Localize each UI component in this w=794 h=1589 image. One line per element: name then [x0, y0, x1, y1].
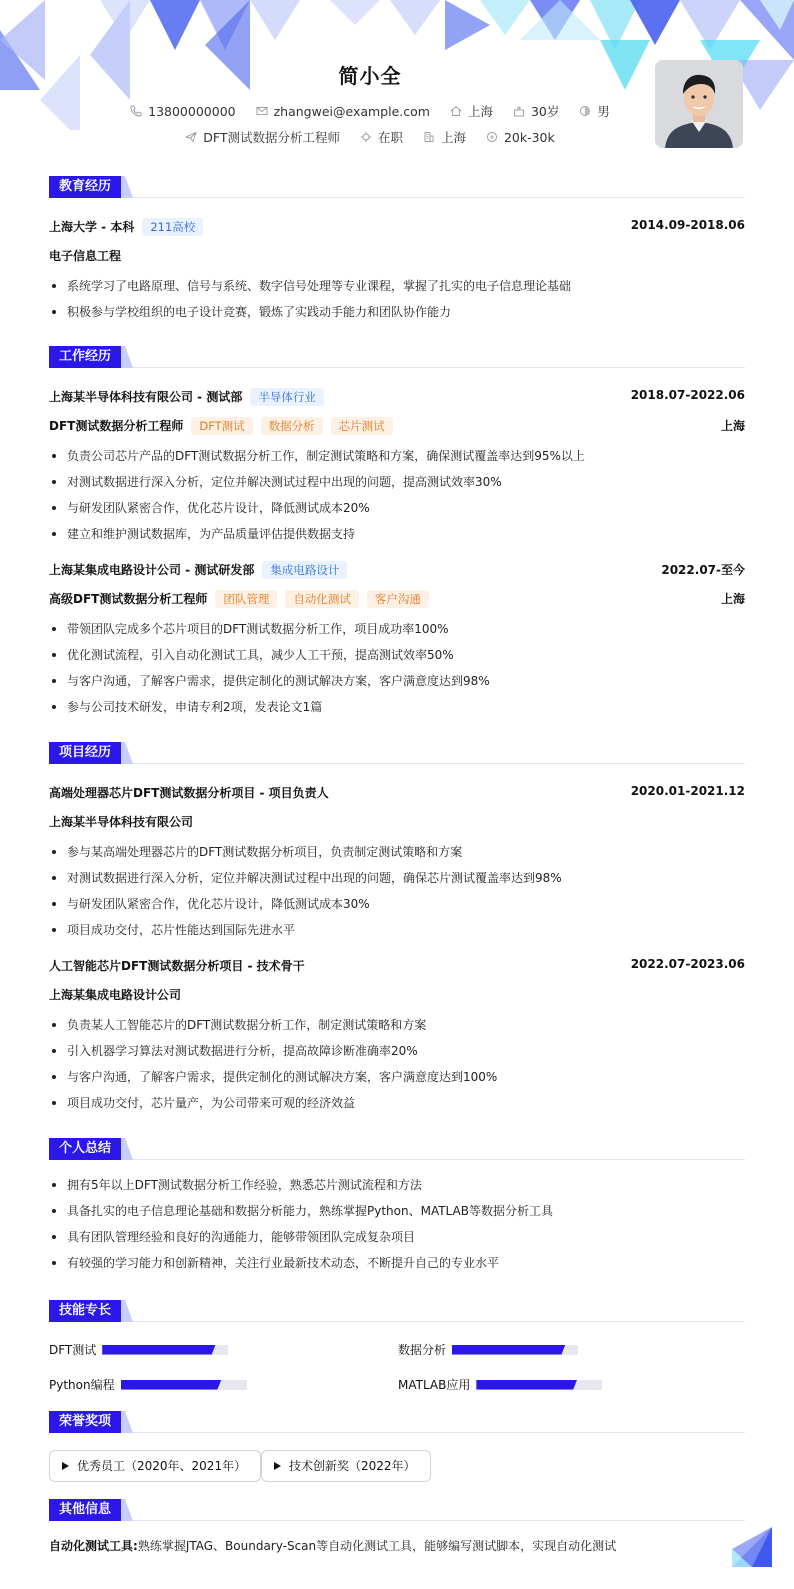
list-item: 带领团队完成多个芯片项目的DFT测试数据分析工作，项目成功率100%	[49, 620, 745, 646]
section-header	[49, 1499, 745, 1521]
job-row	[49, 388, 745, 406]
list-item: 有较强的学习能力和创新精神，关注行业最新技术动态，不断提升自己的专业水平	[49, 1254, 745, 1280]
education-period: 2014.09-2018.06	[630, 218, 745, 232]
contact-row	[0, 102, 740, 120]
list-item: 负责某人工智能芯片的DFT测试数据分析工作，制定测试策略和方案	[49, 1016, 745, 1042]
other-info-label: 自动化测试工具:	[49, 1539, 138, 1553]
work-section	[49, 346, 745, 724]
skill-bar-fill	[452, 1345, 565, 1355]
list-item: 优化测试流程，引入自动化测试工具，减少人工干预，提高测试效率50%	[49, 646, 745, 672]
skill-name: 数据分析	[398, 1343, 447, 1357]
section-header	[49, 1411, 745, 1433]
skill-name: MATLAB应用	[398, 1378, 471, 1392]
skill-name: Python编程	[49, 1378, 115, 1392]
major: 电子信息工程	[49, 249, 122, 263]
project-name: 高端处理器芯片DFT测试数据分析项目 - 项目负责人	[49, 786, 329, 800]
list-item: 积极参与学校组织的电子设计竞赛，锻炼了实践动手能力和团队协作能力	[49, 303, 745, 329]
list-item: 建立和维护测试数据库，为产品质量评估提供数据支持	[49, 525, 745, 551]
school-name: 上海大学 - 本科	[49, 220, 135, 234]
section-title-tail	[121, 1300, 133, 1322]
home-icon	[450, 105, 462, 117]
projects-section	[49, 742, 745, 1120]
phone-icon	[130, 105, 142, 117]
company-name: 上海某半导体科技有限公司 - 测试部	[49, 390, 243, 404]
project-name: 人工智能芯片DFT测试数据分析项目 - 技术骨干	[49, 959, 305, 973]
skill-bar	[476, 1380, 602, 1390]
section-title-tail	[121, 346, 133, 368]
role-row	[49, 590, 745, 608]
industry-tag: 集成电路设计	[262, 561, 347, 579]
list-item: 拥有5年以上DFT测试数据分析工作经验，熟悉芯片测试流程和方法	[49, 1176, 745, 1202]
section-title: 工作经历	[49, 346, 121, 368]
list-item: 与研发团队紧密合作，优化芯片设计，降低测试成本20%	[49, 499, 745, 525]
mail-icon	[256, 105, 268, 117]
job-bullets	[49, 620, 745, 724]
email-info: zhangwei@example.com	[256, 104, 430, 119]
resume-header	[0, 0, 794, 160]
project-period: 2020.01-2021.12	[630, 784, 745, 798]
skill-tag: 团队管理	[215, 590, 277, 608]
school-tag: 211高校	[142, 218, 203, 236]
list-item: 与客户沟通，了解客户需求，提供定制化的测试解决方案，客户满意度达到100%	[49, 1068, 745, 1094]
job-period: 2018.07-2022.06	[630, 388, 745, 402]
section-title: 其他信息	[49, 1499, 121, 1521]
target-city-info: 上海	[423, 128, 466, 146]
section-title: 个人总结	[49, 1138, 121, 1160]
section-title-tail	[121, 1138, 133, 1160]
project-company: 上海某半导体科技有限公司	[49, 815, 194, 829]
section-header	[49, 346, 745, 368]
skill-item	[398, 1376, 602, 1393]
section-header	[49, 1138, 745, 1160]
list-item: 具有团队管理经验和良好的沟通能力，能够带领团队完成复杂项目	[49, 1228, 745, 1254]
skill-tag: 自动化测试	[285, 590, 359, 608]
building-icon	[423, 131, 435, 143]
list-item: 与客户沟通，了解客户需求，提供定制化的测试解决方案，客户满意度达到98%	[49, 672, 745, 698]
play-icon	[62, 1462, 69, 1470]
skill-bar-fill	[102, 1345, 215, 1355]
role-row	[49, 417, 745, 435]
list-item: 具备扎实的电子信息理论基础和数据分析能力，熟练掌握Python、MATLAB等数据分析工具	[49, 1202, 745, 1228]
skill-bar	[452, 1345, 578, 1355]
award-item: 技术创新奖（2022年）	[261, 1450, 431, 1482]
project-row	[49, 957, 745, 975]
age-info: 30岁	[513, 102, 559, 120]
company-name: 上海某集成电路设计公司 - 测试研发部	[49, 563, 255, 577]
section-header	[49, 176, 745, 198]
award-item: 优秀员工（2020年、2021年）	[49, 1450, 261, 1482]
skill-item	[49, 1376, 247, 1393]
summary-bullets	[49, 1176, 745, 1280]
section-header	[49, 1300, 745, 1322]
age-icon	[513, 105, 525, 117]
section-title-tail	[121, 1499, 133, 1521]
candidate-name: 简小全	[338, 64, 402, 88]
job-location: 上海	[720, 592, 745, 606]
skill-tag: DFT测试	[191, 417, 252, 435]
awards-section	[49, 1411, 745, 1486]
footer-decoration	[732, 1527, 772, 1567]
list-item: 与研发团队紧密合作，优化芯片设计，降低测试成本30%	[49, 895, 745, 921]
play-icon	[274, 1462, 281, 1470]
status-icon	[360, 131, 372, 143]
section-title: 项目经历	[49, 742, 121, 764]
summary-section	[49, 1138, 745, 1280]
skill-item	[49, 1341, 228, 1358]
skills-section	[49, 1300, 745, 1400]
job-target-info: DFT测试数据分析工程师	[185, 128, 340, 146]
list-item: 引入机器学习算法对测试数据进行分析，提高故障诊断准确率20%	[49, 1042, 745, 1068]
skill-tag: 数据分析	[261, 417, 323, 435]
role-name: 高级DFT测试数据分析工程师	[49, 592, 208, 606]
avatar	[655, 60, 743, 148]
list-item: 负责公司芯片产品的DFT测试数据分析工作，制定测试策略和方案，确保测试覆盖率达到95%以上	[49, 447, 745, 473]
job-period: 2022.07-至今	[661, 563, 745, 577]
education-bullets	[49, 277, 745, 329]
section-header	[49, 742, 745, 764]
city-info: 上海	[450, 102, 493, 120]
skill-tag: 芯片测试	[331, 417, 393, 435]
list-item: 系统学习了电路原理、信号与系统、数字信号处理等专业课程，掌握了扎实的电子信息理论基础	[49, 277, 745, 303]
skill-item	[398, 1341, 578, 1358]
section-title-tail	[121, 176, 133, 198]
section-title: 荣誉奖项	[49, 1411, 121, 1433]
project-row	[49, 784, 745, 802]
other-info-line	[49, 1537, 745, 1554]
gender-icon	[579, 105, 591, 117]
education-section	[49, 176, 745, 329]
list-item: 项目成功交付，芯片量产，为公司带来可观的经济效益	[49, 1094, 745, 1120]
project-period: 2022.07-2023.06	[630, 957, 745, 971]
phone-info: 13800000000	[130, 104, 235, 119]
skill-bar	[102, 1345, 228, 1355]
other-info-text: 熟练掌握JTAG、Boundary-Scan等自动化测试工具，能够编写测试脚本，实现自动化测试	[137, 1539, 617, 1553]
section-title: 教育经历	[49, 176, 121, 198]
education-row	[49, 218, 745, 236]
job-intent-row	[0, 128, 740, 146]
project-bullets	[49, 1016, 745, 1120]
section-title-tail	[121, 1411, 133, 1433]
skill-tag: 客户沟通	[367, 590, 429, 608]
industry-tag: 半导体行业	[250, 388, 324, 406]
list-item: 项目成功交付，芯片性能达到国际先进水平	[49, 921, 745, 947]
project-bullets	[49, 843, 745, 947]
project-company: 上海某集成电路设计公司	[49, 988, 182, 1002]
skill-bar-fill	[476, 1380, 577, 1390]
send-icon	[185, 131, 197, 143]
skill-bar	[121, 1380, 247, 1390]
gender-info: 男	[579, 102, 610, 120]
skill-bar-fill	[121, 1380, 222, 1390]
job-bullets	[49, 447, 745, 551]
status-info: 在职	[360, 128, 403, 146]
section-title-tail	[121, 742, 133, 764]
salary-info: 20k-30k	[486, 130, 555, 145]
money-icon	[486, 131, 498, 143]
section-title: 技能专长	[49, 1300, 121, 1322]
skill-name: DFT测试	[49, 1343, 97, 1357]
list-item: 参与某高端处理器芯片的DFT测试数据分析项目，负责制定测试策略和方案	[49, 843, 745, 869]
list-item: 参与公司技术研发，申请专利2项，发表论文1篇	[49, 698, 745, 724]
role-name: DFT测试数据分析工程师	[49, 419, 184, 433]
list-item: 对测试数据进行深入分析，定位并解决测试过程中出现的问题，提高测试效率30%	[49, 473, 745, 499]
other-section	[49, 1499, 745, 1554]
job-location: 上海	[720, 419, 745, 433]
job-row	[49, 561, 745, 579]
list-item: 对测试数据进行深入分析，定位并解决测试过程中出现的问题，确保芯片测试覆盖率达到98%	[49, 869, 745, 895]
